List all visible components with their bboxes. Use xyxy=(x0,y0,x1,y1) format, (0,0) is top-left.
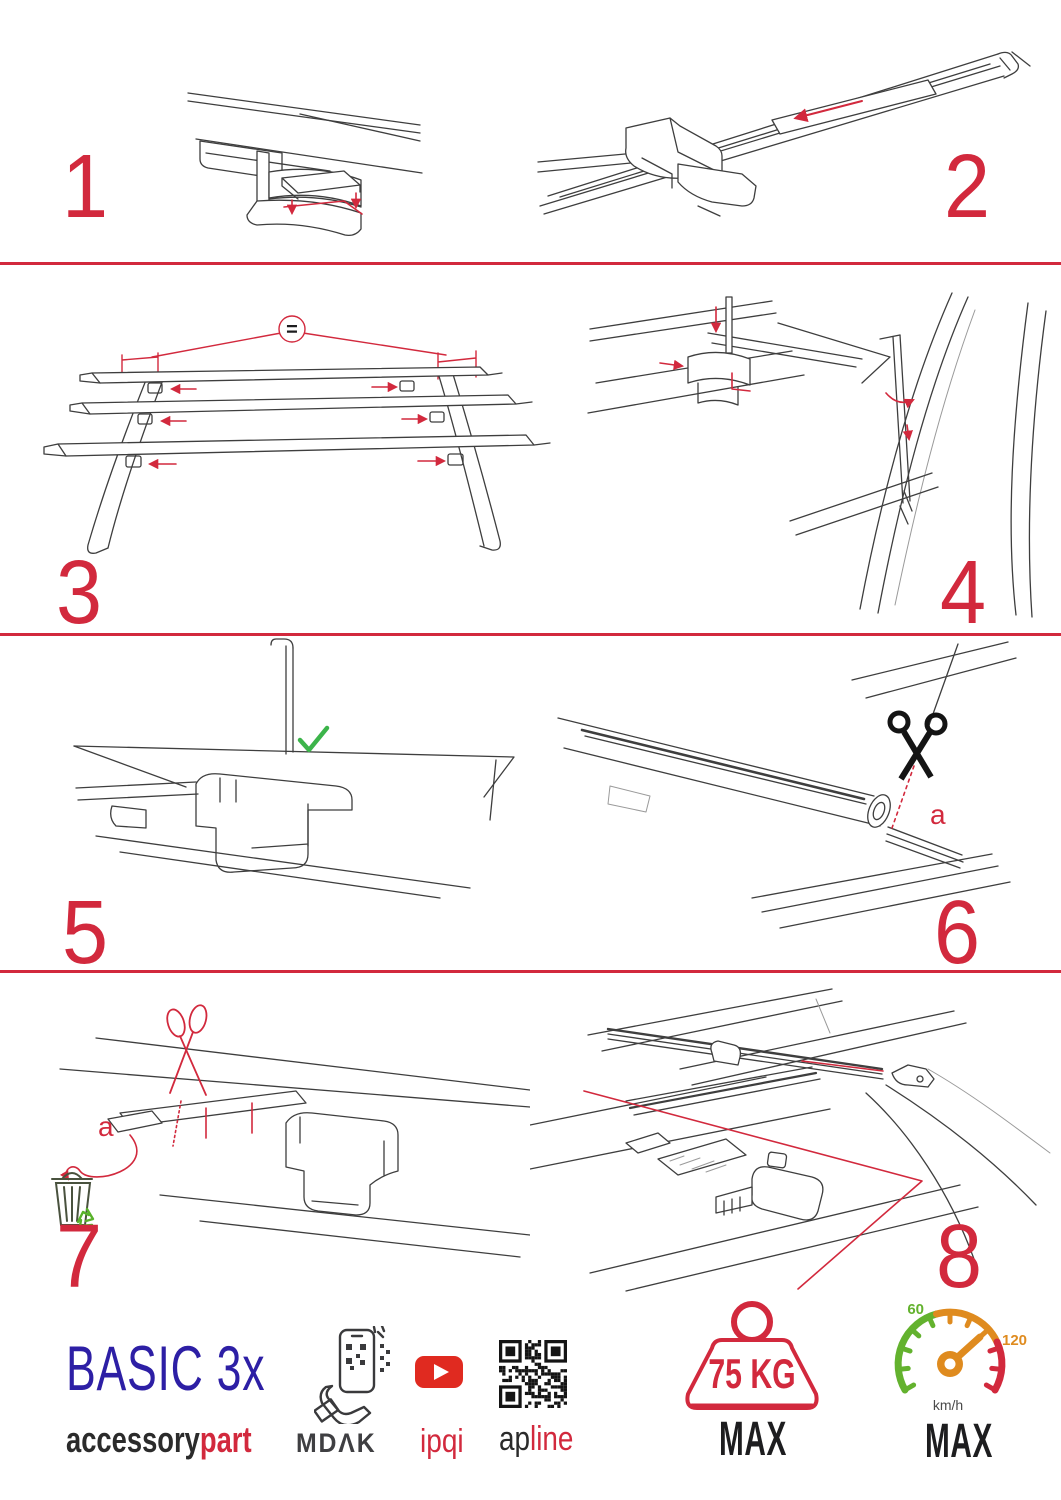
brand-red: part xyxy=(199,1419,252,1460)
speed-max-label: MAX xyxy=(924,1415,993,1468)
step-1-number: 1 xyxy=(62,137,109,237)
step-5-number: 5 xyxy=(62,883,109,983)
speed-unit-label: km/h xyxy=(932,1397,964,1413)
check-icon xyxy=(300,728,327,750)
step-4-number: 4 xyxy=(940,543,987,643)
step-8-number: 8 xyxy=(936,1207,983,1307)
step-3-number: 3 xyxy=(56,543,103,643)
step-2-number: 2 xyxy=(944,137,991,237)
speed-low-label: 60 xyxy=(907,1301,924,1318)
apline-logo xyxy=(499,1422,573,1456)
equal-symbol: = xyxy=(286,319,298,341)
product-title: BASIC 3x xyxy=(66,1333,266,1405)
scissors-icon xyxy=(890,713,945,779)
weight-value: 75 KG xyxy=(708,1350,796,1398)
qr-scan-phone-icon xyxy=(314,1326,398,1424)
scissors-red-icon xyxy=(164,1003,209,1095)
speed-high-label: 120 xyxy=(1002,1332,1028,1349)
weight-max-label: MAX xyxy=(718,1413,787,1466)
brand-wordmark xyxy=(66,1419,252,1460)
step-7-number: 7 xyxy=(56,1207,103,1307)
brand-black: accessory xyxy=(66,1419,200,1460)
weight-limit-icon xyxy=(666,1294,838,1420)
apline-red: line xyxy=(530,1420,574,1458)
step6-panel xyxy=(530,636,1061,970)
step6-illustration xyxy=(530,636,1061,970)
ipqi-logo: ipqi xyxy=(420,1422,464,1459)
label-a: a xyxy=(98,1111,114,1142)
step-6-number: 6 xyxy=(934,883,981,983)
qr-code-icon xyxy=(499,1340,567,1408)
speedometer-icon xyxy=(878,1298,1034,1420)
youtube-icon xyxy=(414,1355,464,1389)
apline-black: ap xyxy=(499,1420,531,1458)
mdak-logo: MDΛK xyxy=(296,1428,377,1458)
label-a: a xyxy=(930,799,946,830)
